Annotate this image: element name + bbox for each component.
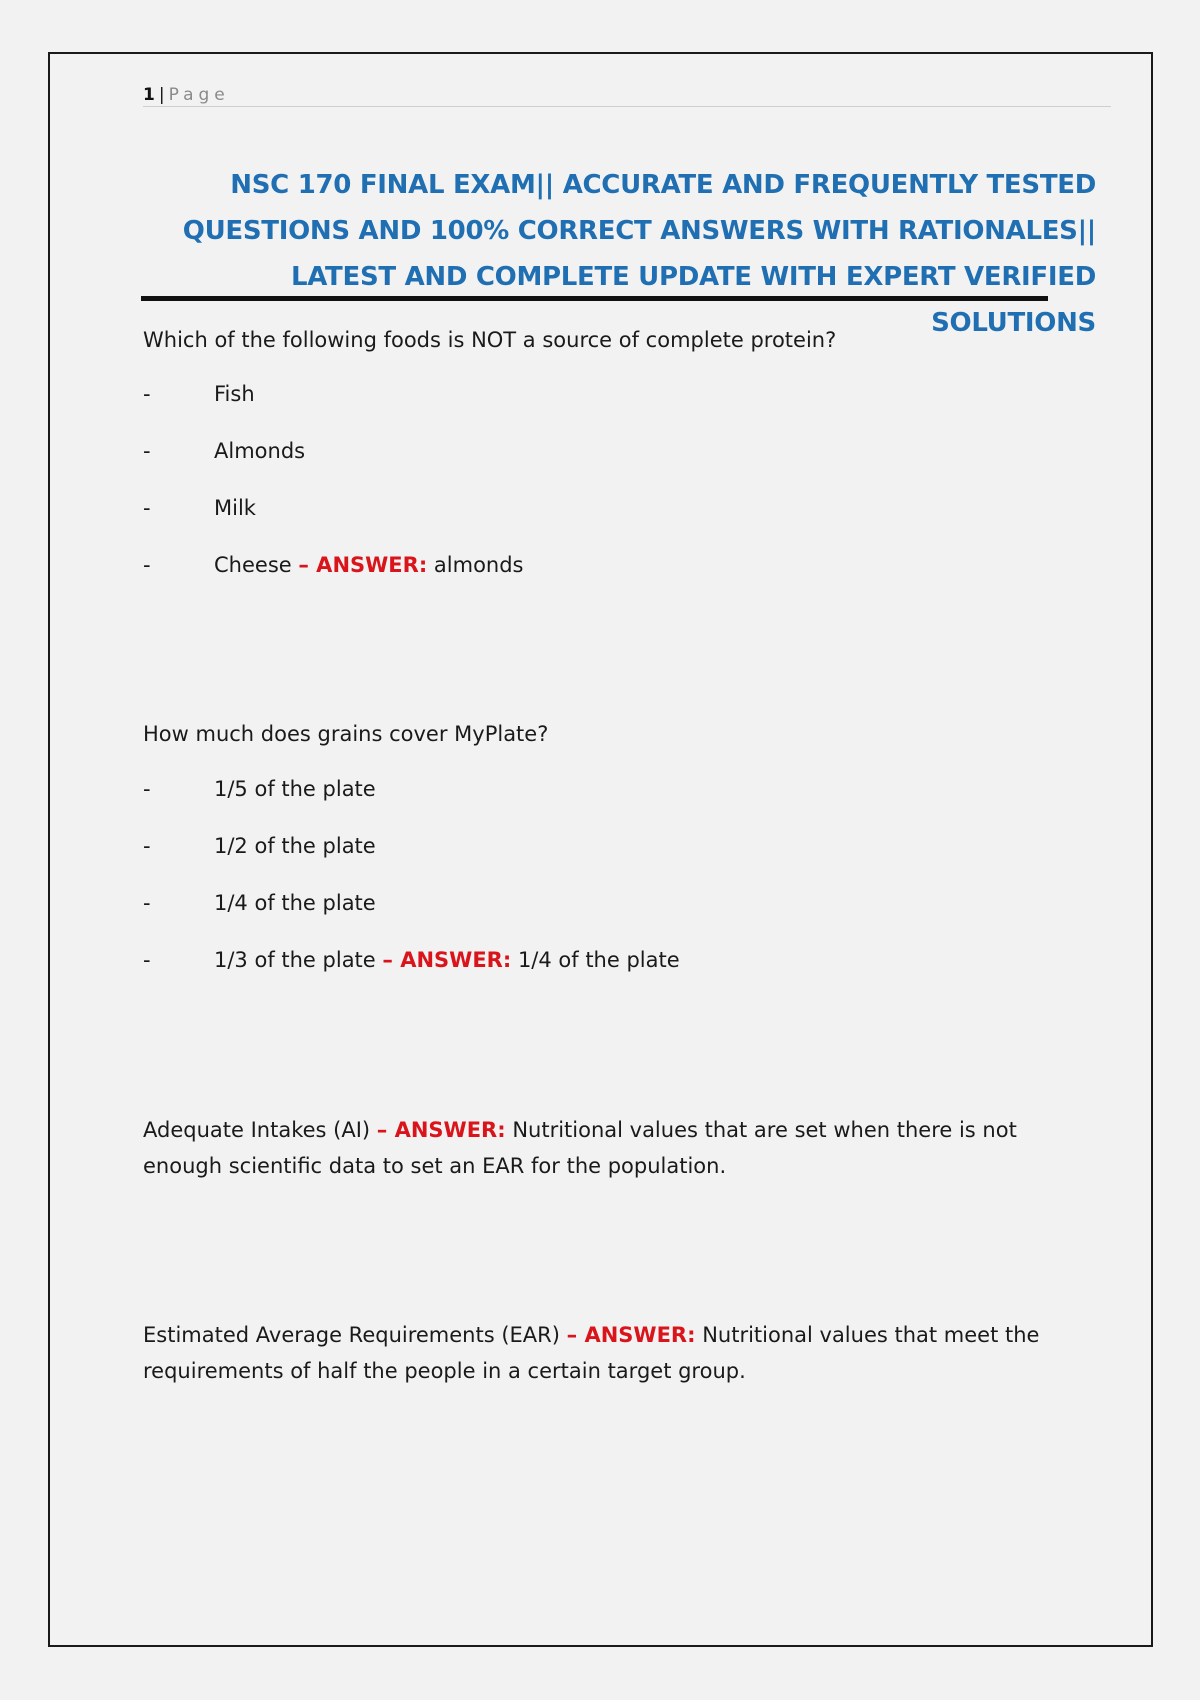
option-text: Almonds [214,439,306,463]
page-number: 1 [143,85,155,105]
option: - 1/2 of the plate [143,834,376,858]
definition-ear [143,1317,1043,1389]
question-2: How much does grains cover MyPlate? [143,722,549,746]
option: - Cheese – ANSWER: almonds [143,553,524,577]
page-header [143,84,1111,107]
option: - Fish [143,382,255,406]
answer-text: Nutritional values that are set when there is not enough scientific data to set an EAR for the population. [143,1118,1017,1178]
option-text: Cheese [214,553,292,577]
title-line: LATEST AND COMPLETE UPDATE WITH EXPERT VERIFIED SOLUTIONS [290,262,1096,338]
option-text: 1/2 of the plate [214,834,376,858]
definition-ai [143,1112,1043,1184]
question-1: Which of the following foods is NOT a source of complete protein? [143,328,837,352]
option: - Milk [143,496,256,520]
title-underline [141,296,1048,301]
option: - 1/4 of the plate [143,891,376,915]
answer-label: – ANSWER: [382,948,512,972]
answer-label: – ANSWER: [376,1118,506,1142]
answer-label: – ANSWER: [298,553,428,577]
option-text: 1/3 of the plate [214,948,376,972]
answer-text: Nutritional values that meet the requirements of half the people in a certain target group. [143,1323,1040,1383]
answer-text: 1/4 of the plate [517,948,680,972]
option-text: Fish [214,382,255,406]
option-text: Milk [214,496,256,520]
term: Estimated Average Requirements (EAR) [143,1323,560,1347]
document-title [143,162,1096,346]
option: - Almonds [143,439,306,463]
document-page [48,52,1153,1647]
answer-text: almonds [433,553,524,577]
option-text: 1/4 of the plate [214,891,376,915]
page-separator: | [158,85,165,105]
term: Adequate Intakes (AI) [143,1118,371,1142]
title-line: NSC 170 FINAL EXAM|| ACCURATE AND FREQUENTLY TESTED [230,170,1096,200]
option: - 1/5 of the plate [143,777,376,801]
page-label: Page [168,85,230,105]
answer-label: – ANSWER: [566,1323,696,1347]
title-line: QUESTIONS AND 100% CORRECT ANSWERS WITH RATIONALES|| [182,216,1096,246]
option: - 1/3 of the plate – ANSWER: 1/4 of the plate [143,948,680,972]
option-text: 1/5 of the plate [214,777,376,801]
